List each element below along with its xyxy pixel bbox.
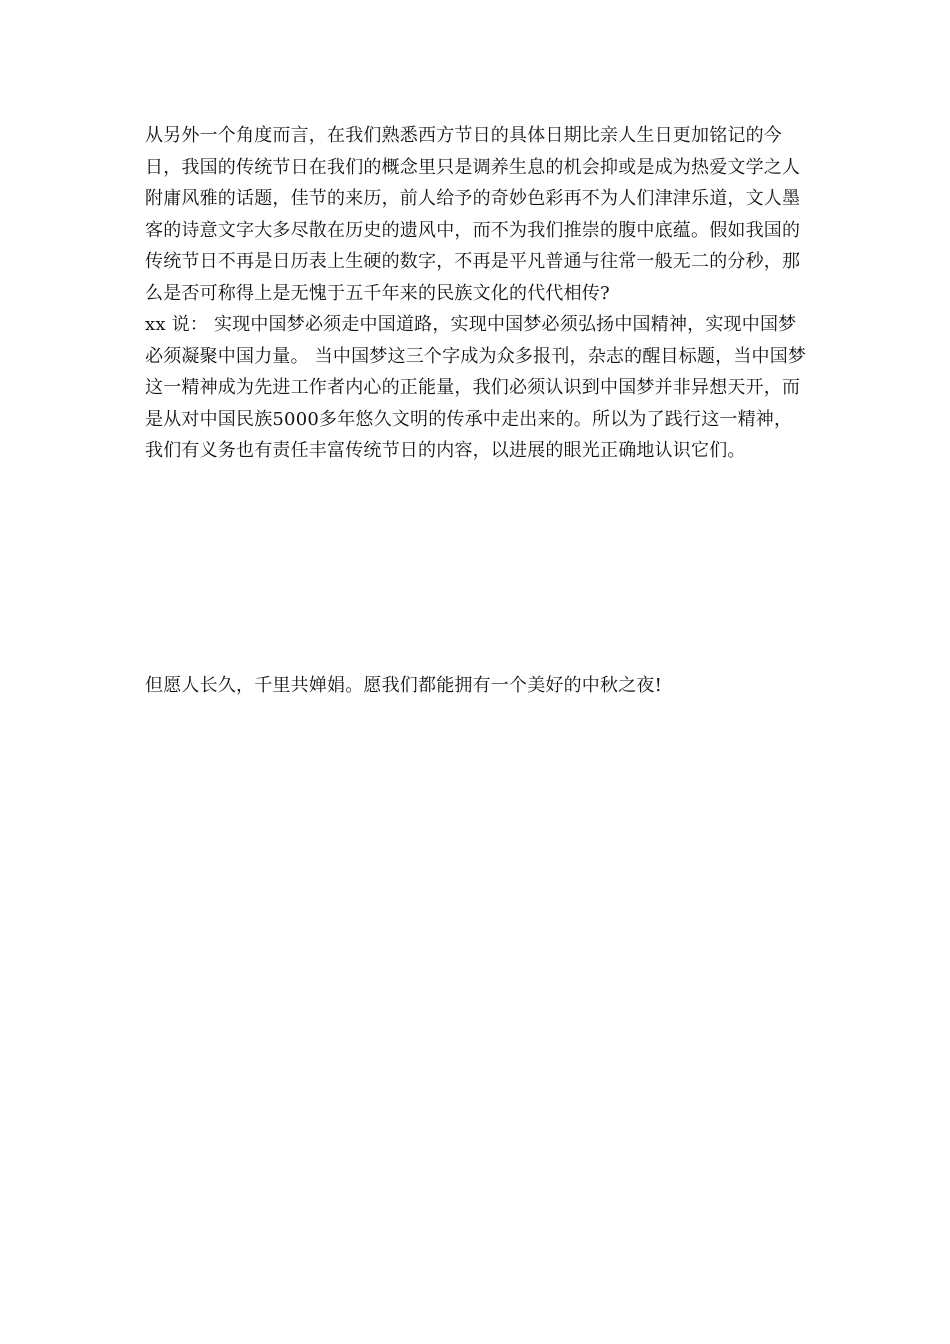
- closing-line: 但愿人长久，千里共婵娟。愿我们都能拥有一个美好的中秋之夜!: [145, 675, 663, 696]
- paragraph-2: xx 说： 实现中国梦必须走中国道路，实现中国梦必须弘扬中国精神，实现中国梦必须凝聚中国力量。 当中国梦这三个字成为众多报刊，杂志的醒目标题，当中国梦这一精神成为先进工作者内心的正能量，我们必须认识到中国梦并非异想天开，而是从对中国民族5000多年悠久文明的传承中走出来的。所以为了践行这一精神，我们有义务也有责任丰富传统节日的内容，以进展的眼光正确地认识它们。: [145, 314, 807, 461]
- body-text: [145, 120, 810, 467]
- paragraph-1: 从另外一个角度而言，在我们熟悉西方节日的具体日期比亲人生日更加铭记的今日，我国的传统节日在我们的概念里只是调养生息的机会抑或是成为热爱文学之人附庸风雅的话题，佳节的来历，前人给予的奇妙色彩再不为人们津津乐道，文人墨客的诗意文字大多尽散在历史的遗风中，而不为我们推崇的腹中底蕴。假如我国的传统节日不再是日历表上生硬的数字，不再是平凡普通与往常一般无二的分秒，那么是否可称得上是无愧于五千年来的民族文化的代代相传?: [145, 125, 801, 304]
